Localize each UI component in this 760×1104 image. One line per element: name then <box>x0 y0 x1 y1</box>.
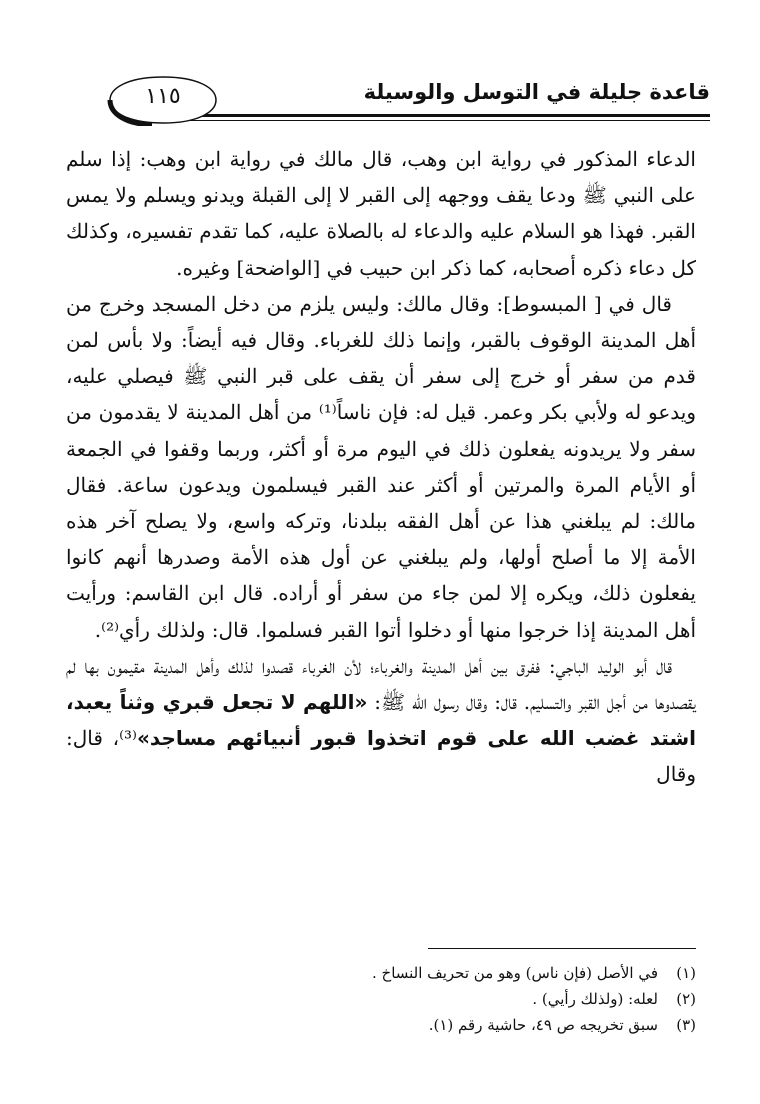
paragraph-3-text: قال أبو الوليد الباجي: ففرق بين أهل المدينة والغرباء؛ لأن الغرباء قصدوا لذلك وأهل المدينة مقيمون بها لم يقصدوها من أجل القبر والتسليم. قال: وقال رسول الله ﷺ: <box>66 653 696 715</box>
footnote-3 <box>66 1012 696 1038</box>
footnote-number: (٣) <box>676 1016 696 1034</box>
running-title: قاعدة جليلة في التوسل والوسيلة <box>363 80 710 104</box>
footnote-text: سبق تخريجه ص ٤٩، حاشية رقم (١). <box>428 1016 658 1034</box>
footnote-number: (٢) <box>676 990 696 1008</box>
footnote-2 <box>66 986 696 1012</box>
footnote-separator <box>428 948 696 949</box>
paragraph-3-tail: ⁽³⁾، قال: وقال <box>66 726 696 787</box>
main-text <box>66 141 696 793</box>
page-number: ١١٥ <box>145 84 181 109</box>
header-rule-thin <box>145 120 710 121</box>
paragraph-1: الدعاء المذكور في رواية ابن وهب، قال مالك في رواية ابن وهب: إذا سلم على النبي ﷺ ودعا يقف ووجهه إلى القبر لا إلى القبلة ويدنو ويسلم ولا يمس القبر. فهذا هو السلام عليه والدعاء له بالصلاة عليه، كما تقدم تفسيره، وكذلك كل دعاء ذكره أصحابه، كما ذكر ابن حبيب في [الواضحة] وغيره. <box>66 147 696 280</box>
hadith-quote: «اللهم لا تجعل قبري وثناً يعبد، اشتد غضب الله على قوم اتخذوا قبور أنبيائهم مساجد» <box>66 690 696 751</box>
footnote-text: في الأصل (فإن ناس) وهو من تحريف النساخ . <box>371 964 658 982</box>
footnote-text: لعله: (ولذلك رأيي) . <box>532 990 658 1008</box>
footnote-number: (١) <box>676 964 696 982</box>
footnote-1 <box>66 960 696 986</box>
paragraph-3 <box>66 648 696 793</box>
footnotes <box>66 960 696 1038</box>
page-header <box>70 74 710 130</box>
page-number-oval <box>104 74 222 126</box>
paragraph-2: قال في [ المبسوط]: وقال مالك: وليس يلزم من دخل المسجد وخرج من أهل المدينة الوقوف بالقبر، وإنما ذلك للغرباء. وقال فيه أيضاً: ولا بأس لمن قدم من سفر أو خرج إلى سفر أن يقف على قبر النبي ﷺ فيصلي عليه، ويدعو له ولأبي بكر وعمر. قيل له: فإن ناساً⁽¹⁾ من أهل المدينة لا يقدمون من سفر ولا يريدونه يفعلون ذلك في اليوم مرة أو أكثر، وربما وقفوا في الجمعة أو الأيام المرة والمرتين أو أكثر عند القبر فيسلمون ويدعون ساعة. فقال مالك: لم يبلغني هذا عن أهل الفقه ببلدنا، وتركه واسع، ولا يصلح آخر هذه الأمة إلا ما أصلح أولها، ولم يبلغني عن أول هذه الأمة وصدرها أنهم كانوا يفعلون ذلك، ويكره إلا لمن جاء من سفر أو أراده. قال ابن القاسم: ورأيت أهل المدينة إذا خرجوا منها أو دخلوا أتوا القبر فسلموا. قال: ولذلك رأي⁽²⁾. <box>66 291 696 642</box>
